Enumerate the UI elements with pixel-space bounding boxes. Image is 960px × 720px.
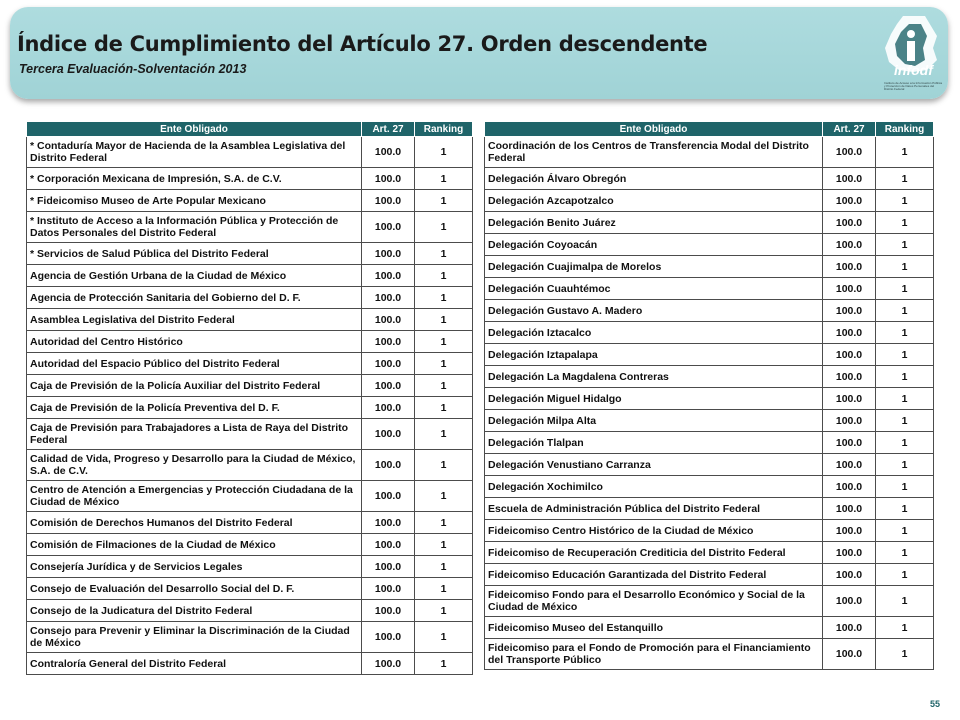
entity-name-cell: Delegación Venustiano Carranza [485,454,823,476]
column-header-entity: Ente Obligado [27,122,362,137]
art27-score-cell: 100.0 [823,212,876,234]
entity-name-cell: * Corporación Mexicana de Impresión, S.A. de C.V. [27,168,362,190]
table-row [27,600,473,622]
art27-score-cell: 100.0 [823,190,876,212]
table-row [485,586,934,617]
entity-name-cell: Consejo de Evaluación del Desarrollo Social del D. F. [27,578,362,600]
table-row [485,432,934,454]
table-row [485,168,934,190]
art27-score-cell: 100.0 [362,168,415,190]
compliance-table-left [26,121,473,675]
entity-name-cell: * Servicios de Salud Pública del Distrito Federal [27,243,362,265]
table-row [485,234,934,256]
entity-name-cell: Fideicomiso Fondo para el Desarrollo Económico y Social de la Ciudad de México [485,586,823,617]
ranking-cell: 1 [415,419,473,450]
ranking-cell: 1 [876,322,934,344]
ranking-cell: 1 [415,287,473,309]
table-row [27,168,473,190]
table-row [485,256,934,278]
ranking-cell: 1 [876,190,934,212]
table-row [485,639,934,670]
table-header-row [27,122,473,137]
ranking-cell: 1 [415,622,473,653]
ranking-cell: 1 [876,168,934,190]
ranking-cell: 1 [876,278,934,300]
art27-score-cell: 100.0 [823,520,876,542]
page-title: Índice de Cumplimiento del Artículo 27. Orden descendente [17,32,708,56]
entity-name-cell: Delegación Coyoacán [485,234,823,256]
table-row [485,410,934,432]
art27-score-cell: 100.0 [823,617,876,639]
entity-name-cell: Contraloría General del Distrito Federal [27,653,362,675]
art27-score-cell: 100.0 [362,512,415,534]
ranking-cell: 1 [876,344,934,366]
ranking-cell: 1 [876,617,934,639]
art27-score-cell: 100.0 [362,190,415,212]
art27-score-cell: 100.0 [362,578,415,600]
table-row [485,542,934,564]
ranking-cell: 1 [415,450,473,481]
art27-score-cell: 100.0 [362,287,415,309]
art27-score-cell: 100.0 [823,278,876,300]
entity-name-cell: Agencia de Gestión Urbana de la Ciudad de México [27,265,362,287]
art27-score-cell: 100.0 [362,653,415,675]
art27-score-cell: 100.0 [362,450,415,481]
entity-name-cell: Coordinación de los Centros de Transferencia Modal del Distrito Federal [485,137,823,168]
table-row [485,476,934,498]
page-number: 55 [930,699,941,709]
ranking-cell: 1 [415,556,473,578]
entity-name-cell: * Contaduría Mayor de Hacienda de la Asamblea Legislativa del Distrito Federal [27,137,362,168]
ranking-cell: 1 [415,309,473,331]
ranking-cell: 1 [415,212,473,243]
ranking-cell: 1 [876,520,934,542]
entity-name-cell: Delegación Tlalpan [485,432,823,454]
entity-name-cell: Delegación Xochimilco [485,476,823,498]
ranking-cell: 1 [876,300,934,322]
entity-name-cell: Consejo de la Judicatura del Distrito Federal [27,600,362,622]
entity-name-cell: Delegación Gustavo A. Madero [485,300,823,322]
table-row [27,375,473,397]
entity-name-cell: Fideicomiso Centro Histórico de la Ciudad de México [485,520,823,542]
entity-name-cell: Delegación Milpa Alta [485,410,823,432]
ranking-cell: 1 [876,234,934,256]
art27-score-cell: 100.0 [823,168,876,190]
entity-name-cell: Autoridad del Centro Histórico [27,331,362,353]
ranking-cell: 1 [415,578,473,600]
art27-score-cell: 100.0 [823,388,876,410]
table-row [27,287,473,309]
column-header-ranking: Ranking [415,122,473,137]
entity-name-cell: Fideicomiso Museo del Estanquillo [485,617,823,639]
art27-score-cell: 100.0 [362,212,415,243]
table-row [485,137,934,168]
ranking-cell: 1 [415,534,473,556]
art27-score-cell: 100.0 [823,454,876,476]
art27-score-cell: 100.0 [362,137,415,168]
ranking-cell: 1 [415,331,473,353]
table-row [27,243,473,265]
ranking-cell: 1 [876,256,934,278]
entity-name-cell: Consejo para Prevenir y Eliminar la Discriminación de la Ciudad de México [27,622,362,653]
art27-score-cell: 100.0 [823,542,876,564]
art27-score-cell: 100.0 [823,586,876,617]
art27-score-cell: 100.0 [823,476,876,498]
page-subtitle: Tercera Evaluación-Solventación 2013 [19,62,247,76]
table-row [485,498,934,520]
entity-name-cell: Escuela de Administración Pública del Distrito Federal [485,498,823,520]
table-row [485,300,934,322]
entity-name-cell: * Fideicomiso Museo de Arte Popular Mexicano [27,190,362,212]
table-row [485,212,934,234]
table-row [485,388,934,410]
entity-name-cell: Agencia de Protección Sanitaria del Gobierno del D. F. [27,287,362,309]
art27-score-cell: 100.0 [362,375,415,397]
column-header-ranking: Ranking [876,122,934,137]
table-row [27,397,473,419]
art27-score-cell: 100.0 [823,322,876,344]
entity-name-cell: Fideicomiso de Recuperación Crediticia del Distrito Federal [485,542,823,564]
entity-name-cell: Delegación Benito Juárez [485,212,823,234]
table-row [485,344,934,366]
ranking-cell: 1 [415,190,473,212]
table-header-row [485,122,934,137]
table-row [485,366,934,388]
table-row [485,454,934,476]
ranking-cell: 1 [876,137,934,168]
ranking-cell: 1 [415,137,473,168]
entity-name-cell: Delegación Cuauhtémoc [485,278,823,300]
ranking-cell: 1 [876,498,934,520]
logo-caption: Instituto de Acceso a la Información Pública y Protección de Datos Personales del Distrito Federal [884,81,943,91]
ranking-cell: 1 [876,639,934,670]
art27-score-cell: 100.0 [362,309,415,331]
art27-score-cell: 100.0 [362,265,415,287]
entity-name-cell: Caja de Previsión de la Policía Auxiliar del Distrito Federal [27,375,362,397]
logo-wordmark: infodf [894,62,933,78]
ranking-cell: 1 [415,600,473,622]
art27-score-cell: 100.0 [362,534,415,556]
table-row [485,278,934,300]
entity-name-cell: Centro de Atención a Emergencias y Protección Ciudadana de la Ciudad de México [27,481,362,512]
art27-score-cell: 100.0 [362,419,415,450]
entity-name-cell: Asamblea Legislativa del Distrito Federal [27,309,362,331]
entity-name-cell: Calidad de Vida, Progreso y Desarrollo para la Ciudad de México, S.A. de C.V. [27,450,362,481]
art27-score-cell: 100.0 [823,498,876,520]
entity-name-cell: Delegación Iztacalco [485,322,823,344]
table-row [27,653,473,675]
art27-score-cell: 100.0 [362,622,415,653]
art27-score-cell: 100.0 [823,256,876,278]
art27-score-cell: 100.0 [823,639,876,670]
entity-name-cell: Delegación Cuajimalpa de Morelos [485,256,823,278]
table-row [485,617,934,639]
table-row [27,481,473,512]
entity-name-cell: Delegación Miguel Hidalgo [485,388,823,410]
art27-score-cell: 100.0 [362,243,415,265]
entity-name-cell: Delegación La Magdalena Contreras [485,366,823,388]
table-row [485,564,934,586]
ranking-cell: 1 [415,243,473,265]
art27-score-cell: 100.0 [823,432,876,454]
ranking-cell: 1 [876,586,934,617]
ranking-cell: 1 [415,168,473,190]
entity-name-cell: Delegación Azcapotzalco [485,190,823,212]
table-row [485,520,934,542]
table-row [27,309,473,331]
table-row [27,622,473,653]
ranking-cell: 1 [876,388,934,410]
ranking-cell: 1 [876,542,934,564]
table-row [27,534,473,556]
ranking-cell: 1 [415,512,473,534]
entity-name-cell: Comisión de Derechos Humanos del Distrito Federal [27,512,362,534]
entity-name-cell: Fideicomiso para el Fondo de Promoción para el Financiamiento del Transporte Público [485,639,823,670]
art27-score-cell: 100.0 [362,600,415,622]
ranking-cell: 1 [876,476,934,498]
table-row [27,556,473,578]
entity-name-cell: Caja de Previsión de la Policía Preventiva del D. F. [27,397,362,419]
ranking-cell: 1 [415,397,473,419]
table-row [27,512,473,534]
ranking-cell: 1 [876,432,934,454]
art27-score-cell: 100.0 [823,344,876,366]
table-row [27,212,473,243]
ranking-cell: 1 [876,410,934,432]
column-header-art27: Art. 27 [362,122,415,137]
column-header-entity: Ente Obligado [485,122,823,137]
art27-score-cell: 100.0 [362,397,415,419]
art27-score-cell: 100.0 [362,481,415,512]
art27-score-cell: 100.0 [362,353,415,375]
ranking-cell: 1 [876,454,934,476]
ranking-cell: 1 [876,564,934,586]
column-header-art27: Art. 27 [823,122,876,137]
ranking-cell: 1 [415,481,473,512]
compliance-table-right [484,121,934,670]
ranking-cell: 1 [415,653,473,675]
art27-score-cell: 100.0 [823,564,876,586]
table-row [485,190,934,212]
entity-name-cell: Comisión de Filmaciones de la Ciudad de México [27,534,362,556]
art27-score-cell: 100.0 [823,410,876,432]
art27-score-cell: 100.0 [362,331,415,353]
entity-name-cell: Consejería Jurídica y de Servicios Legales [27,556,362,578]
entity-name-cell: Caja de Previsión para Trabajadores a Lista de Raya del Distrito Federal [27,419,362,450]
ranking-cell: 1 [415,265,473,287]
table-row [485,322,934,344]
art27-score-cell: 100.0 [823,366,876,388]
table-row [27,419,473,450]
ranking-cell: 1 [876,366,934,388]
table-row [27,353,473,375]
entity-name-cell: Autoridad del Espacio Público del Distrito Federal [27,353,362,375]
art27-score-cell: 100.0 [823,234,876,256]
ranking-cell: 1 [415,353,473,375]
ranking-cell: 1 [876,212,934,234]
art27-score-cell: 100.0 [823,300,876,322]
table-row [27,450,473,481]
entity-name-cell: Delegación Iztapalapa [485,344,823,366]
table-row [27,137,473,168]
art27-score-cell: 100.0 [823,137,876,168]
art27-score-cell: 100.0 [362,556,415,578]
entity-name-cell: Delegación Álvaro Obregón [485,168,823,190]
table-row [27,265,473,287]
table-row [27,578,473,600]
ranking-cell: 1 [415,375,473,397]
entity-name-cell: Fideicomiso Educación Garantizada del Distrito Federal [485,564,823,586]
table-row [27,190,473,212]
entity-name-cell: * Instituto de Acceso a la Información Pública y Protección de Datos Personales del Distrito Federal [27,212,362,243]
table-row [27,331,473,353]
